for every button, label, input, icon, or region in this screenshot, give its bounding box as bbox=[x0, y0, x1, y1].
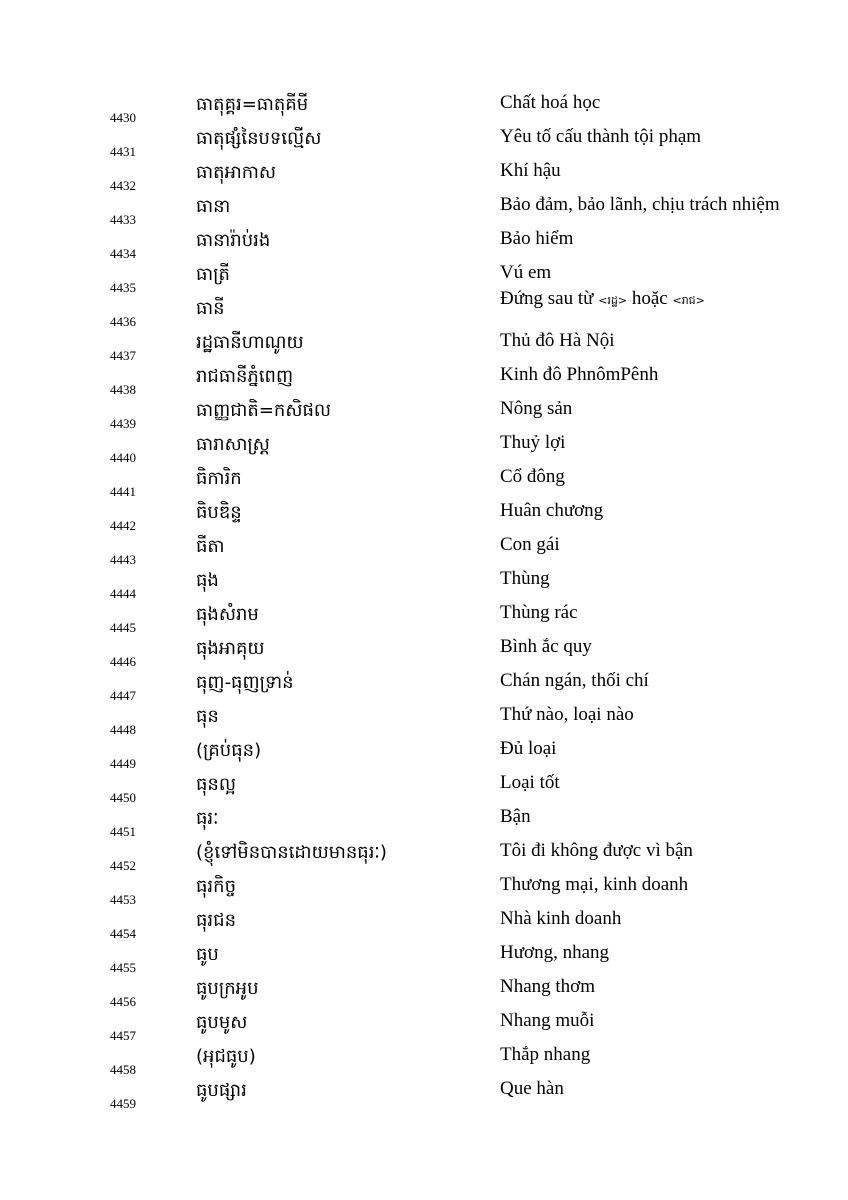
khmer-term: ធុរជន bbox=[196, 910, 236, 931]
khmer-term: (គ្រប់ធុន) bbox=[196, 740, 262, 761]
khmer-term: ធុរៈ bbox=[196, 808, 219, 829]
khmer-term: រដ្ឋធានីហាណូយ bbox=[196, 332, 304, 353]
entry-row bbox=[0, 1010, 848, 1052]
entry-number: 4455 bbox=[110, 960, 136, 975]
entry-row bbox=[0, 126, 848, 168]
entry-number: 4443 bbox=[110, 552, 136, 567]
khmer-term: ធុនល្អ bbox=[196, 774, 236, 795]
entry-row bbox=[0, 466, 848, 508]
vietnamese-meaning: Yêu tố cấu thành tội phạm bbox=[500, 126, 702, 147]
entry-number: 4456 bbox=[110, 994, 136, 1009]
entry-number: 4432 bbox=[110, 178, 136, 193]
vietnamese-meaning: Thương mại, kinh doanh bbox=[500, 874, 689, 895]
entry-number: 4450 bbox=[110, 790, 136, 805]
khmer-term: ធិបឌិន្ទ bbox=[196, 502, 242, 523]
vietnamese-meaning: Chán ngán, thối chí bbox=[500, 670, 649, 691]
entry-number: 4440 bbox=[110, 450, 136, 465]
entry-number: 4434 bbox=[110, 246, 136, 261]
entry-row bbox=[0, 738, 848, 780]
entry-row bbox=[0, 874, 848, 916]
entry-row bbox=[0, 534, 848, 576]
khmer-term: រាជធានីភ្នំពេញ bbox=[196, 366, 294, 387]
khmer-term: ធាញ្ញជាតិ=កសិផល bbox=[196, 400, 332, 421]
entry-number: 4445 bbox=[110, 620, 136, 635]
vietnamese-meaning: Nhà kinh doanh bbox=[500, 908, 622, 929]
entry-number: 4431 bbox=[110, 144, 136, 159]
vietnamese-meaning: Thứ nào, loại nào bbox=[500, 704, 634, 725]
entry-row bbox=[0, 364, 848, 406]
entry-row bbox=[0, 602, 848, 644]
entry-row bbox=[0, 976, 848, 1018]
vietnamese-meaning: Khí hậu bbox=[500, 160, 561, 181]
entry-number: 4459 bbox=[110, 1096, 136, 1111]
entry-row bbox=[0, 500, 848, 542]
vietnamese-meaning: Thủ đô Hà Nội bbox=[500, 330, 615, 351]
entry-row bbox=[0, 772, 848, 814]
khmer-term: ធីតា bbox=[196, 536, 225, 557]
entry-row bbox=[0, 806, 848, 848]
entry-number: 4435 bbox=[110, 280, 136, 295]
entry-row bbox=[0, 194, 848, 236]
entry-number: 4449 bbox=[110, 756, 136, 771]
entry-row bbox=[0, 228, 848, 270]
entry-number: 4454 bbox=[110, 926, 136, 941]
khmer-term: ធានា bbox=[196, 196, 231, 217]
khmer-term: ធារាសាស្ត្រ bbox=[196, 434, 270, 455]
vietnamese-meaning: Kinh đô PhnômPênh bbox=[500, 364, 659, 385]
khmer-term: ធូបផ្សារ bbox=[196, 1080, 247, 1101]
entry-row bbox=[0, 908, 848, 950]
entry-number: 4430 bbox=[110, 110, 136, 125]
meaning-text: hoặc bbox=[627, 288, 673, 309]
entry-number: 4452 bbox=[110, 858, 136, 873]
entry-row bbox=[0, 92, 848, 134]
khmer-term: ធាតុផ្សំនៃបទល្មើស bbox=[196, 128, 322, 149]
vietnamese-meaning: Tôi đi không được vì bận bbox=[500, 840, 693, 861]
vietnamese-meaning: Hương, nhang bbox=[500, 942, 609, 963]
vietnamese-meaning: Cổ đông bbox=[500, 466, 565, 487]
entry-number: 4448 bbox=[110, 722, 136, 737]
khmer-word-ratth: <រដ្ឋ> bbox=[598, 294, 628, 307]
vietnamese-meaning: Nhang thơm bbox=[500, 976, 596, 997]
vietnamese-meaning: Huân chương bbox=[500, 500, 604, 521]
entry-row bbox=[0, 1078, 848, 1120]
entry-number: 4444 bbox=[110, 586, 136, 601]
entry-number: 4457 bbox=[110, 1028, 136, 1043]
entry-number: 4438 bbox=[110, 382, 136, 397]
vietnamese-meaning: Nhang muỗi bbox=[500, 1010, 595, 1031]
entry-row bbox=[0, 704, 848, 746]
entry-row bbox=[0, 942, 848, 984]
khmer-term: ធុងសំរាម bbox=[196, 604, 259, 625]
vietnamese-meaning: Con gái bbox=[500, 534, 560, 555]
khmer-term: ធាតុគ្គរ=ធាតុគីមី bbox=[196, 94, 309, 115]
entry-number: 4433 bbox=[110, 212, 136, 227]
khmer-term: ធានី bbox=[196, 298, 225, 319]
khmer-term: ធុរកិច្ច bbox=[196, 876, 236, 897]
khmer-term: ធិការិក bbox=[196, 468, 242, 489]
entry-row bbox=[0, 288, 848, 338]
vietnamese-meaning: Bảo đảm, bảo lãnh, chịu trách nhiệm bbox=[500, 194, 780, 215]
khmer-term: ធុញ-ធុញទ្រាន់ bbox=[196, 672, 294, 693]
khmer-term: ធុងអាគុយ bbox=[196, 638, 265, 659]
vietnamese-meaning: Chất hoá học bbox=[500, 92, 601, 113]
khmer-term: ធាត្រី bbox=[196, 264, 230, 285]
vietnamese-meaning: Đủ loại bbox=[500, 738, 557, 759]
vietnamese-meaning: Thùng rác bbox=[500, 602, 578, 623]
entry-number: 4439 bbox=[110, 416, 136, 431]
vietnamese-meaning: Bận bbox=[500, 806, 531, 827]
khmer-term: (ខ្ញុំទៅមិនបានដោយមានធុរៈ) bbox=[196, 842, 387, 863]
vietnamese-meaning: Thắp nhang bbox=[500, 1044, 591, 1065]
vietnamese-meaning: Bình ắc quy bbox=[500, 636, 592, 657]
entry-row bbox=[0, 398, 848, 440]
entry-row bbox=[0, 670, 848, 712]
khmer-term: ធានារ៉ាប់រង bbox=[196, 230, 271, 251]
khmer-term: ធុង bbox=[196, 570, 219, 591]
entry-number: 4451 bbox=[110, 824, 136, 839]
entry-row bbox=[0, 330, 848, 372]
entry-row bbox=[0, 262, 848, 304]
khmer-term: ធូបក្រអូប bbox=[196, 978, 259, 999]
khmer-term: (អុជធូប) bbox=[196, 1046, 256, 1067]
vietnamese-meaning bbox=[500, 288, 705, 310]
entry-row bbox=[0, 636, 848, 678]
entry-row bbox=[0, 432, 848, 474]
entry-number: 4447 bbox=[110, 688, 136, 703]
entry-number: 4436 bbox=[110, 314, 136, 329]
vietnamese-meaning: Thuỷ lợi bbox=[500, 432, 566, 453]
vietnamese-meaning: Bảo hiểm bbox=[500, 228, 574, 249]
meaning-text: Đứng sau từ bbox=[500, 288, 599, 309]
khmer-term: ធូប bbox=[196, 944, 219, 965]
vietnamese-meaning: Thùng bbox=[500, 568, 550, 589]
khmer-word-reach: <រាជ> bbox=[672, 294, 705, 307]
entry-row bbox=[0, 1044, 848, 1086]
entry-number: 4446 bbox=[110, 654, 136, 669]
vietnamese-meaning: Nông sản bbox=[500, 398, 573, 419]
entry-number: 4453 bbox=[110, 892, 136, 907]
vietnamese-meaning: Loại tốt bbox=[500, 772, 560, 793]
entry-row bbox=[0, 840, 848, 882]
entry-number: 4442 bbox=[110, 518, 136, 533]
khmer-term: ធូបមូស bbox=[196, 1012, 248, 1033]
vietnamese-meaning: Que hàn bbox=[500, 1078, 564, 1099]
entry-number: 4441 bbox=[110, 484, 136, 499]
entry-number: 4437 bbox=[110, 348, 136, 363]
khmer-term: ធាតុអាកាស bbox=[196, 162, 276, 183]
entry-number: 4458 bbox=[110, 1062, 136, 1077]
khmer-term: ធុន bbox=[196, 706, 219, 727]
vietnamese-meaning: Vú em bbox=[500, 262, 552, 283]
entry-row bbox=[0, 568, 848, 610]
